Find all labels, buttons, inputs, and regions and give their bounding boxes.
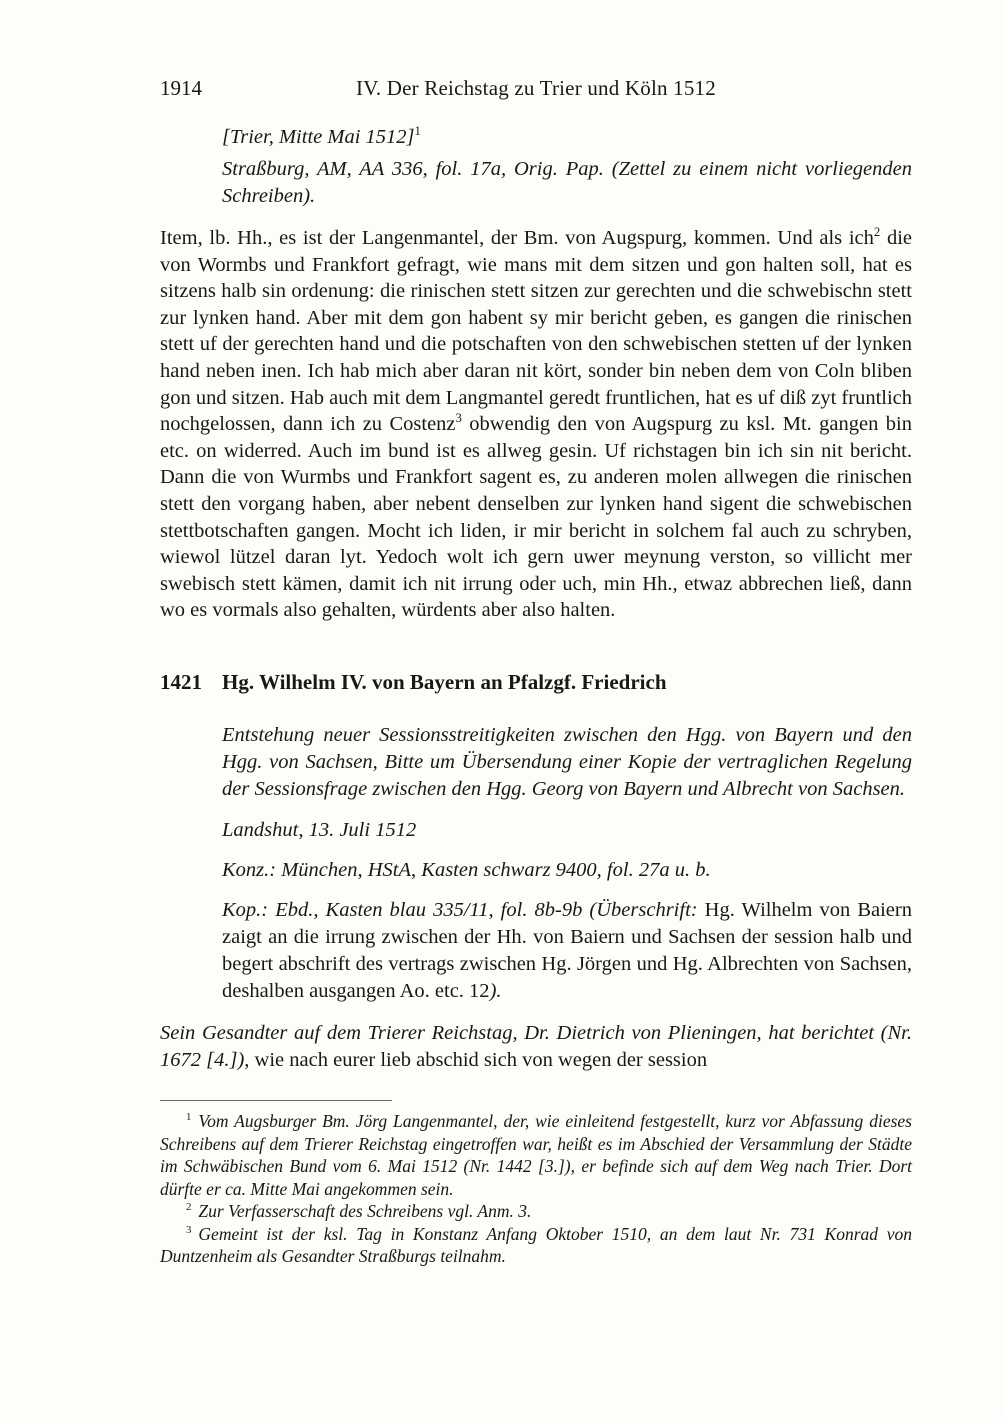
footnote-3-number: 3 <box>186 1224 192 1237</box>
footnote-2-text: Zur Verfasserschaft des Schreibens vgl. Anm. 3. <box>198 1201 532 1222</box>
report-italic-text: Sein Gesandter auf dem Trierer Reichstag, Dr. Dietrich von Plieningen, hat berichtet (Nr. 1672 [4.]), <box>160 1021 912 1071</box>
dateline <box>222 124 912 151</box>
footnote-1-number: 1 <box>186 1111 192 1124</box>
konz-line: Konz.: München, HStA, Kasten schwarz 9400, fol. 27a u. b. <box>222 858 711 881</box>
entry-title: Hg. Wilhelm IV. von Bayern an Pfalzgf. Friedrich <box>222 669 667 694</box>
kop-roman-text: Hg. Wilhelm von Baiern zaigt an die irrung zwischen der Hh. von Baiern und Sachsen der session halb und begert abschrift des vertrags zwischen Hg. Jörgen und Hg. Albrechten von Sachsen, deshalben ausgangen Ao. etc. 12 <box>222 898 912 1002</box>
entry-heading <box>160 668 912 696</box>
body-text-1: Item, lb. Hh., es ist der Langenmantel, der Bm. von Augspurg, kommen. Und als ich <box>160 227 874 249</box>
footnote-rule <box>160 1100 392 1101</box>
kop-paragraph <box>222 897 912 1005</box>
kop-italic-lead: Kop.: Ebd., Kasten blau 335/11, fol. 8b-9b (Überschrift: <box>222 898 698 921</box>
footnote-3-text: Gemeint ist der ksl. Tag in Konstanz Anfang Oktober 1510, an dem laut Nr. 731 Konrad von Duntzenheim als Gesandter Straßburgs teilnahm. <box>160 1223 912 1267</box>
entry-number: 1421 <box>160 669 202 694</box>
footnote-marker-2: 2 <box>873 225 881 240</box>
kop-italic-close: ). <box>489 979 502 1002</box>
footnote-1 <box>160 1110 912 1200</box>
footnote-2-number: 2 <box>186 1201 192 1214</box>
report-paragraph <box>160 1020 912 1074</box>
summary-paragraph: Entstehung neuer Sessionsstreitigkeiten zwischen den Hgg. von Bayern und den Hgg. von Sachsen, Bitte um Übersendung einer Kopie der vertraglichen Regelung der Sessionsfrage zwischen den Hgg. Georg von Bayern und Albrecht von Sachsen. <box>222 723 912 800</box>
entry-trier-section <box>160 124 912 624</box>
page-header <box>160 76 912 104</box>
source-line: Straßburg, AM, AA 336, fol. 17a, Orig. Pap. (Zettel zu einem nicht vorliegenden Schreiben). <box>222 158 912 207</box>
footnote-2 <box>160 1200 912 1223</box>
running-title: IV. Der Reichstag zu Trier und Köln 1512 <box>356 76 716 100</box>
page-number: 1914 <box>160 76 202 100</box>
footnote-marker-1: 1 <box>414 124 421 139</box>
dateline-text: [Trier, Mitte Mai 1512] <box>222 126 415 148</box>
footnotes-section <box>160 1100 912 1268</box>
body-text-3: obwendig den von Augspurg zu ksl. Mt. gangen bin etc. on widerred. Auch im bund ist es allweg gesin. Uf richstagen bin ich sin nit bericht. Dann die von Wurmbs und Frankfort sagent es, zu anderen molen allwegen die rinischen stett den vorgang haben, aber nebent denselben zur lynken hand sigent die schwebischen stettbotschaften gangen. Mocht ich liden, ir mir bericht in solchem fal auch zu schryben, wiewol lützel daran lyt. Yedoch wolt ich gern uwer meynung verston, so villicht mer swebisch stett kämen, damit ich nit irrung oder uch, min Hh., etwaz abbrechen ließ, dann wo es vormals also gehalten, würdents aber also halten. <box>160 413 912 622</box>
footnote-marker-3: 3 <box>455 411 462 426</box>
footnote-1-text: Vom Augsburger Bm. Jörg Langenmantel, der, wie einleitend festgestellt, kurz vor Abfassung dieses Schreibens auf dem Trierer Reichstag eingetroffen war, heißt es im Abschied der Versammlung der Städte im Schwäbischen Bund vom 6. Mai 1512 (Nr. 1442 [3.]), er befinde sich auf dem Weg nach Trier. Dort dürfte er ca. Mitte Mai angekommen sein. <box>160 1110 912 1199</box>
body-text-2: die von Wormbs und Frankfort gefragt, wie mans mit dem sitzen und gon halten soll, hat es sitzens halb sin ordenung: die rinischen stett sitzen zur gerechten und die schwebischn stett zur lynken hand. Aber mit dem gon habent sy mir bericht geben, es gangen die rinischen stett uf der gerechten hand und die potschaften von den schwebischen stetten uf der lynken hand neben inen. Ich hab mich aber daran nit kört, sonder bin neben dem von Coln bliben gon und sitzen. Hab auch mit dem Langmantel geredt fruntlichen, hat es uf diß zyt fruntlich nochgelossen, dann ich zu Costenz <box>160 227 913 436</box>
body-paragraph <box>160 225 912 624</box>
footnote-3 <box>160 1223 912 1268</box>
place-date-line: Landshut, 13. Juli 1512 <box>222 818 417 841</box>
entry-1421-section <box>160 668 912 1074</box>
report-roman-text: wie nach eurer lieb abschid sich von wegen der session <box>249 1048 708 1071</box>
